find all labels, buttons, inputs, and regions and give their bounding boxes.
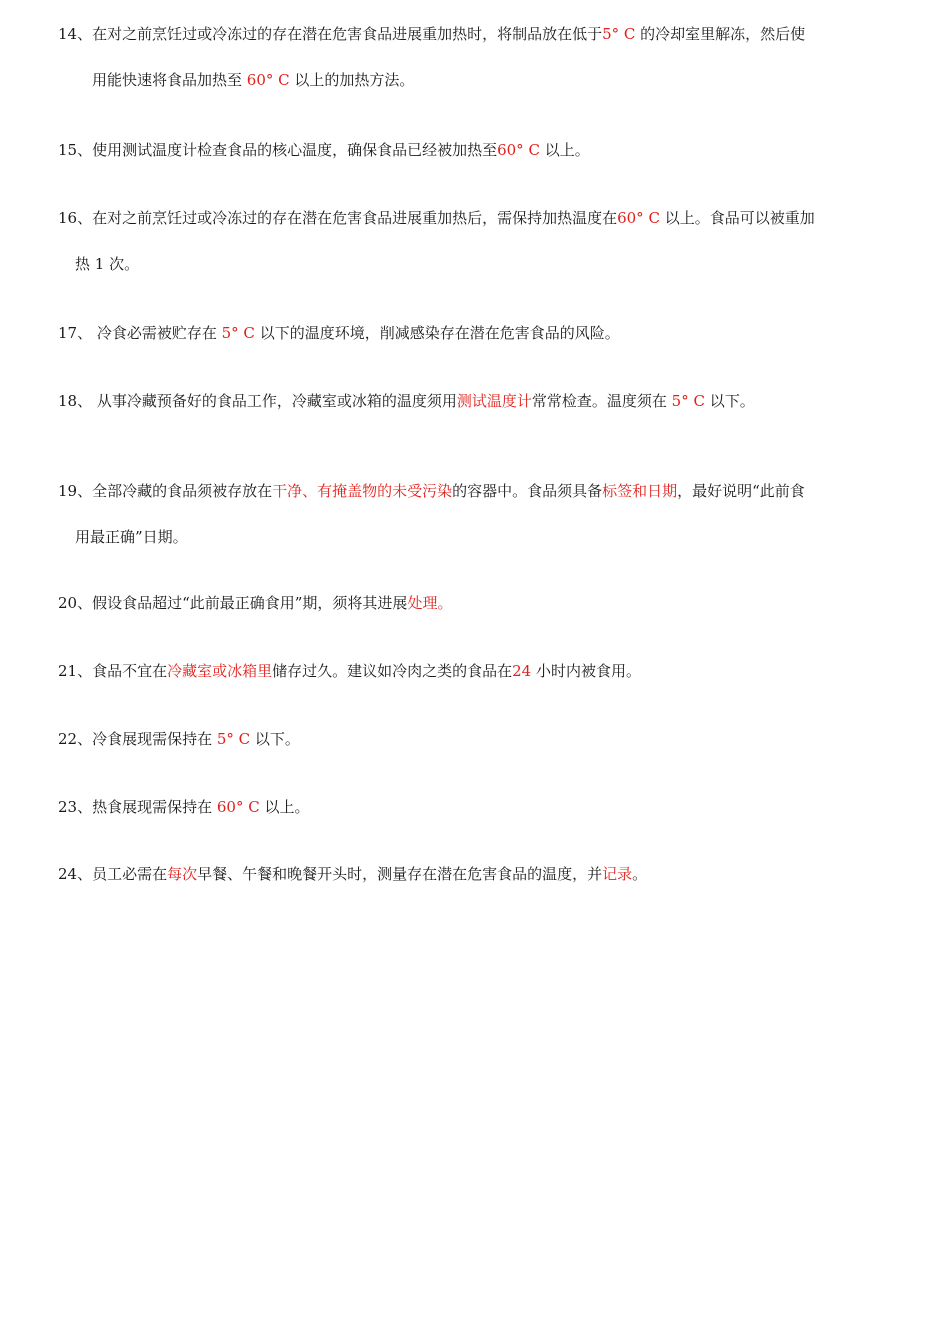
rule-line	[58, 716, 893, 762]
rule-item-19	[58, 468, 893, 560]
rule-line	[58, 851, 893, 897]
rule-text: 21、食品不宜在	[58, 662, 168, 680]
highlight-temperature: 60° C	[617, 209, 660, 227]
highlight-temperature: 5° C	[221, 324, 255, 342]
rule-line	[58, 784, 893, 830]
rule-line-continued	[58, 57, 893, 103]
rule-text: 以上的加热方法。	[289, 71, 415, 89]
rule-text: 15、使用测试温度计检查食品的核心温度，确保食品已经被加热至	[58, 141, 498, 159]
highlight-temperature: 5° C	[671, 392, 705, 410]
rule-item-22	[58, 716, 893, 762]
rule-text: 14、在对之前烹饪过或冷冻过的存在潜在危害食品进展重加热时，将制品放在低于	[58, 25, 603, 43]
rule-text: 以下。	[250, 730, 300, 748]
rule-line	[58, 468, 893, 514]
rule-text: 24、员工必需在	[58, 865, 168, 883]
rule-item-21	[58, 648, 893, 694]
rule-line-continued	[58, 514, 893, 560]
rule-text: 以下的温度环境，削减感染存在潜在危害食品的风险。	[254, 324, 620, 342]
rule-item-16	[58, 195, 893, 287]
rule-line	[58, 195, 893, 241]
rule-text: 用最正确”日期。	[75, 528, 188, 546]
rule-text: 的容器中。食品须具备	[452, 482, 603, 500]
rule-line	[58, 310, 893, 356]
rule-text: 以下。	[704, 392, 755, 410]
rule-item-24	[58, 851, 893, 897]
rule-item-20	[58, 580, 893, 626]
rule-text: ，最好说明“此前食	[677, 482, 805, 500]
highlight-number: 24	[512, 662, 532, 680]
highlight-term: 每次	[167, 865, 198, 883]
rule-text: 的冷却室里解冻，然后使	[635, 25, 806, 43]
rule-item-17	[58, 310, 893, 356]
highlight-term: 记录	[602, 865, 633, 883]
rule-text: 储存过久。建议如冷肉之类的食品在	[272, 662, 513, 680]
rule-text: 16、在对之前烹饪过或冷冻过的存在潜在危害食品进展重加热后，需保持加热温度在	[58, 209, 618, 227]
rule-line	[58, 580, 893, 626]
highlight-temperature: 5° C	[602, 25, 636, 43]
rule-text: 热 1 次。	[75, 255, 140, 273]
rule-item-18	[58, 378, 893, 424]
highlight-temperature: 5° C	[216, 730, 251, 748]
rule-text: 以上。	[539, 141, 590, 159]
rule-item-23	[58, 784, 893, 830]
highlight-term: 冷藏室或冰箱里	[167, 662, 273, 680]
rule-text: 17、 冷食必需被贮存在	[58, 324, 222, 342]
rule-item-14	[58, 11, 893, 103]
highlight-term: 标签和日期	[602, 482, 678, 500]
rule-text: 20、假设食品超过“此前最正确食用”期，须将其进展	[58, 594, 408, 612]
highlight-temperature: 60° C	[497, 141, 540, 159]
rule-text: 以上。	[259, 798, 310, 816]
rule-text: 18、 从事冷藏预备好的食品工作，冷藏室或冰箱的温度须用	[58, 392, 457, 410]
rule-text: 早餐、午餐和晚餐开头时，测量存在潜在危害食品的温度，并	[197, 865, 603, 883]
highlight-temperature: 60° C	[216, 798, 260, 816]
rule-text: 22、冷食展现需保持在	[58, 730, 217, 748]
highlight-term: 干净、有掩盖物的未受污染	[272, 482, 453, 500]
rule-text: 。	[632, 865, 648, 883]
rule-item-15	[58, 127, 893, 173]
rule-text: 19、全部冷藏的食品须被存放在	[58, 482, 273, 500]
rule-text: 常常检查。温度须在	[531, 392, 672, 410]
highlight-temperature: 60° C	[246, 71, 290, 89]
highlight-term: 处理。	[407, 594, 453, 612]
rule-line-continued	[58, 241, 893, 287]
rule-text: 用能快速将食品加热至	[92, 71, 247, 89]
rule-text: 小时内被食用。	[531, 662, 641, 680]
rule-line	[58, 648, 893, 694]
rule-text: 23、热食展现需保持在	[58, 798, 217, 816]
highlight-term: 测试温度计	[456, 392, 532, 410]
rule-line	[58, 11, 893, 57]
rule-line	[58, 127, 893, 173]
rule-line	[58, 378, 893, 424]
rule-text: 以上。食品可以被重加	[659, 209, 815, 227]
